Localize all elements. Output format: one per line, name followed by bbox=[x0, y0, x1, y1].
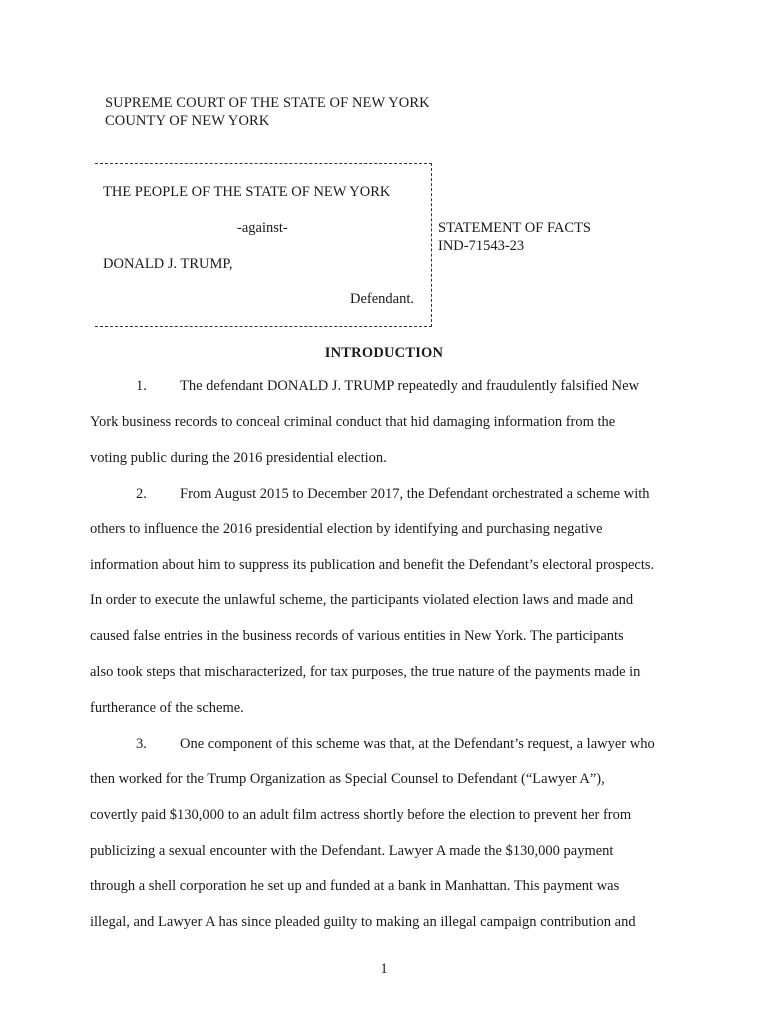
paragraph-number: 1. bbox=[136, 378, 147, 394]
paragraph-line: through a shell corporation he set up and funded at a bank in Manhattan. This payment was bbox=[90, 878, 620, 894]
page-number: 1 bbox=[380, 961, 388, 977]
paragraph-line: then worked for the Trump Organization as Special Counsel to Defendant (“Lawyer A”), bbox=[90, 771, 605, 787]
paragraph-number: 2. bbox=[136, 486, 147, 502]
paragraph-line: others to influence the 2016 presidential election by identifying and purchasing negative bbox=[90, 521, 603, 537]
plaintiff-name: THE PEOPLE OF THE STATE OF NEW YORK bbox=[103, 184, 391, 200]
case-caption-box bbox=[95, 163, 432, 327]
paragraph-line: covertly paid $130,000 to an adult film actress shortly before the election to prevent her from bbox=[90, 807, 632, 823]
paragraph-line: furtherance of the scheme. bbox=[90, 700, 244, 716]
paragraph-line: caused false entries in the business records of various entities in New York. The participants bbox=[90, 628, 624, 644]
document-title: STATEMENT OF FACTS bbox=[438, 220, 591, 236]
paragraph-line: The defendant DONALD J. TRUMP repeatedly and fraudulently falsified New bbox=[180, 378, 640, 394]
paragraph-line: voting public during the 2016 presidential election. bbox=[90, 450, 387, 466]
defendant-label: Defendant. bbox=[350, 291, 415, 307]
defendant-name: DONALD J. TRUMP, bbox=[103, 256, 233, 272]
against-label: -against- bbox=[237, 220, 288, 236]
paragraph-line: One component of this scheme was that, at the Defendant’s request, a lawyer who bbox=[180, 736, 655, 752]
paragraph-line: also took steps that mischaracterized, for tax purposes, the true nature of the payments made in bbox=[90, 664, 641, 680]
paragraph-line: publicizing a sexual encounter with the Defendant. Lawyer A made the $130,000 payment bbox=[90, 843, 614, 859]
paragraph-line: information about him to suppress its publication and benefit the Defendant’s electoral prospects. bbox=[90, 557, 655, 573]
indictment-number: IND-71543-23 bbox=[438, 238, 525, 254]
court-name: SUPREME COURT OF THE STATE OF NEW YORK bbox=[105, 95, 430, 111]
paragraph-number: 3. bbox=[136, 736, 147, 752]
court-county: COUNTY OF NEW YORK bbox=[105, 113, 270, 129]
paragraph-line: From August 2015 to December 2017, the Defendant orchestrated a scheme with bbox=[180, 486, 650, 502]
paragraph-line: York business records to conceal criminal conduct that hid damaging information from the bbox=[90, 414, 616, 430]
paragraph-line: illegal, and Lawyer A has since pleaded guilty to making an illegal campaign contribution and bbox=[90, 914, 636, 930]
paragraph-line: In order to execute the unlawful scheme, the participants violated election laws and made and bbox=[90, 592, 634, 608]
section-heading: INTRODUCTION bbox=[324, 345, 444, 361]
